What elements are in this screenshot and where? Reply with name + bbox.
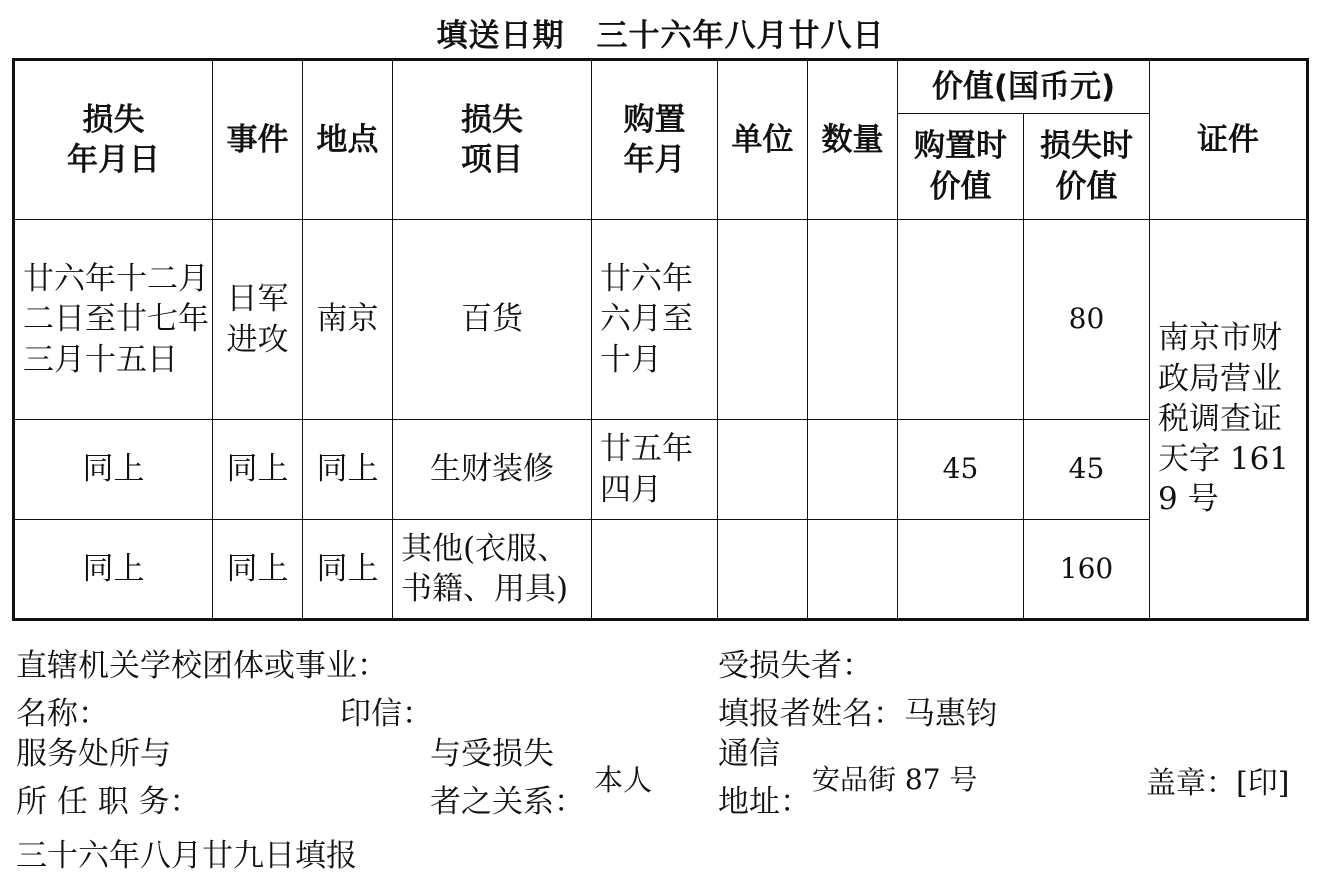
seal-stamp: 盖章：[印] (1146, 766, 1290, 801)
table-row (14, 420, 1308, 520)
cell-value-loss: 80 (1024, 220, 1150, 420)
header-certificate: 证件 (1150, 60, 1308, 220)
header-loss-date: 损失 年月日 (14, 60, 213, 220)
cell-value-loss: 160 (1024, 520, 1150, 620)
relation-label: 与受损失 者之关系： (430, 736, 585, 820)
cell-item: 其他(衣服、 书籍、用具) (393, 520, 592, 620)
form-title: 填送日期 三十六年八月廿八日 (436, 18, 885, 54)
cell-value-purchase (898, 220, 1024, 420)
address-value: 安品街 87 号 (812, 763, 978, 796)
reporter-label: 填报者姓名： (718, 696, 904, 732)
header-value-loss: 损失时 价值 (1024, 114, 1150, 220)
cell-event: 日军 进攻 (213, 220, 303, 420)
cell-value-purchase: 45 (898, 420, 1024, 520)
victim-label: 受损失者： (718, 648, 873, 684)
cell-unit (718, 520, 808, 620)
cell-loss-date: 同上 (14, 420, 213, 520)
cell-place: 同上 (303, 420, 393, 520)
cell-place: 同上 (303, 520, 393, 620)
cell-unit (718, 420, 808, 520)
reporter-name: 马惠钧 (904, 696, 997, 732)
report-date: 三十六年八月廿九日填报 (16, 838, 357, 874)
cell-item: 百货 (393, 220, 592, 420)
cell-event: 同上 (213, 420, 303, 520)
header-value-purchase: 购置时 价值 (898, 114, 1024, 220)
header-value-group: 价值(国币元) (898, 60, 1150, 114)
loss-table (12, 58, 1309, 621)
cell-unit (718, 220, 808, 420)
cell-certificate: 南京市财政局营业税调查证天字 1619 号 (1150, 220, 1308, 620)
cell-quantity (808, 220, 898, 420)
header-event: 事件 (213, 60, 303, 220)
cell-item: 生财装修 (393, 420, 592, 520)
header-purchase-date: 购置 年月 (592, 60, 718, 220)
cell-value-loss: 45 (1024, 420, 1150, 520)
header-unit: 单位 (718, 60, 808, 220)
org-label: 直辖机关学校团体或事业： (16, 648, 388, 684)
cell-purchase-date: 廿五年 四月 (592, 420, 718, 520)
relation-value: 本人 (594, 763, 653, 797)
service-label: 服务处所与 所 任 职 务： (16, 736, 201, 820)
cell-value-purchase (898, 520, 1024, 620)
cell-place: 南京 (303, 220, 393, 420)
cell-loss-date: 廿六年十二月二日至廿七年三月十五日 (14, 220, 213, 420)
table-row (14, 220, 1308, 420)
header-quantity: 数量 (808, 60, 898, 220)
cell-loss-date: 同上 (14, 520, 213, 620)
cell-purchase-date: 廿六年 六月至 十月 (592, 220, 718, 420)
name-label: 名称： (16, 696, 109, 732)
header-place: 地点 (303, 60, 393, 220)
cell-quantity (808, 420, 898, 520)
table-row (14, 520, 1308, 620)
cell-purchase-date (592, 520, 718, 620)
cell-event: 同上 (213, 520, 303, 620)
address-label: 通信 地址： (718, 736, 811, 820)
seal-label: 印信： (340, 696, 433, 732)
header-item: 损失 项目 (393, 60, 592, 220)
cell-quantity (808, 520, 898, 620)
